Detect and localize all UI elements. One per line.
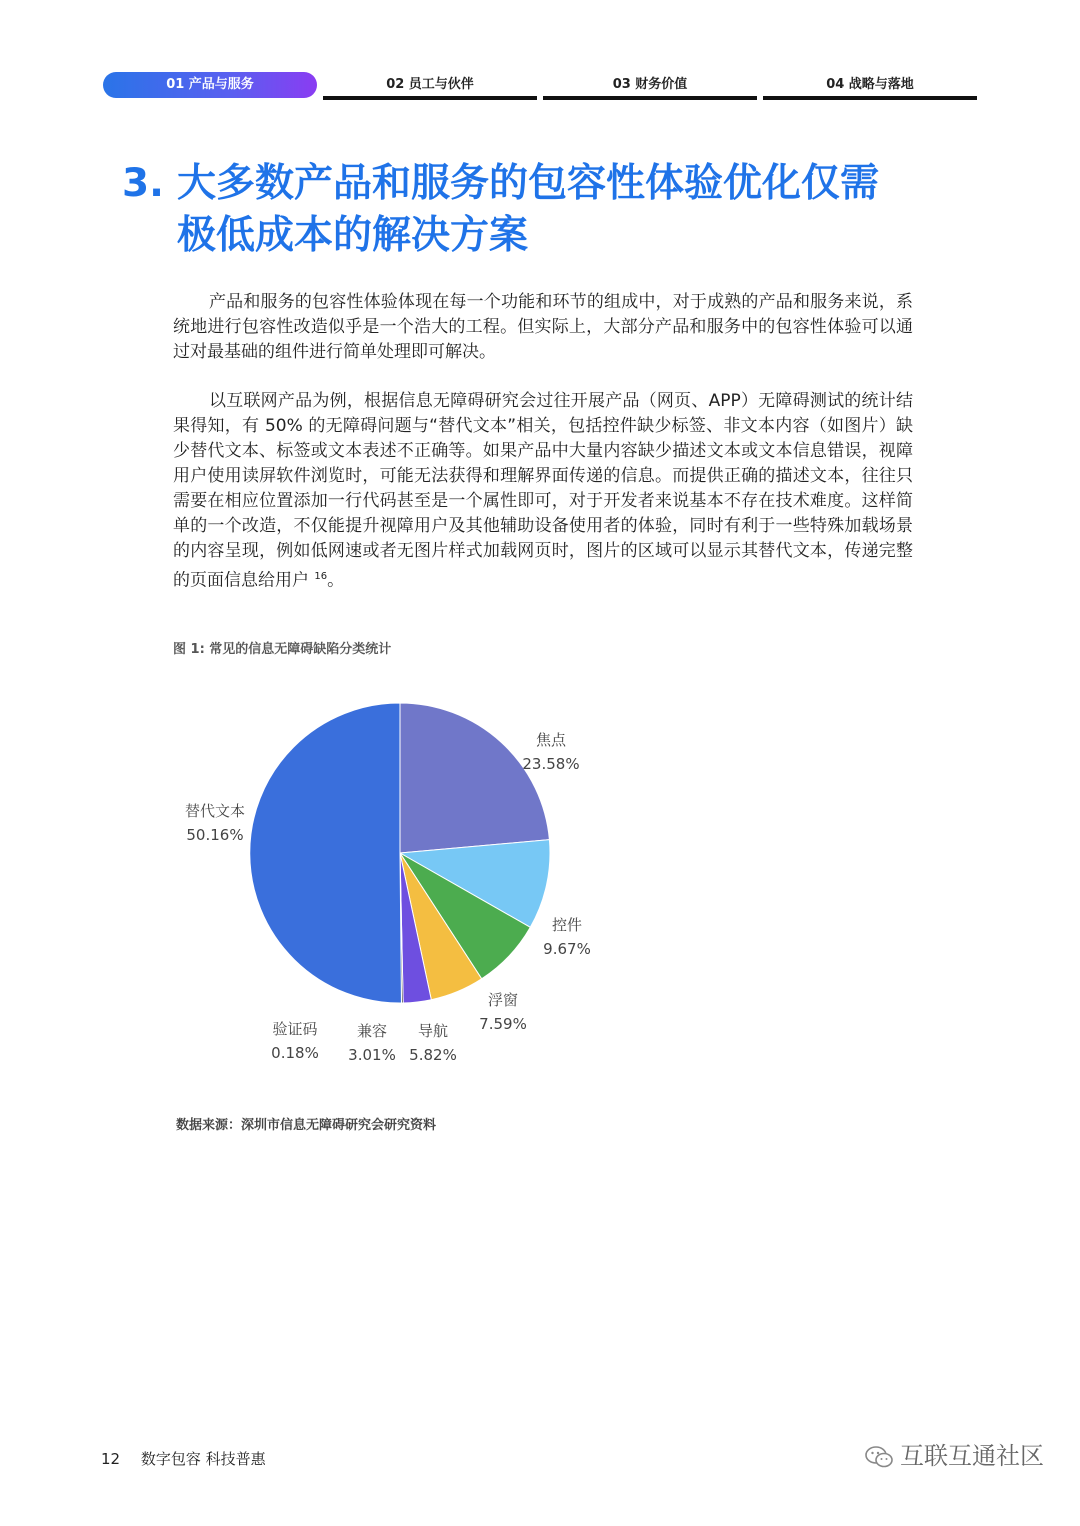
tab-underline [323, 96, 537, 100]
tab-products-services[interactable]: 01 产品与服务 [103, 72, 317, 98]
slice-value-0: 23.58% [522, 755, 580, 773]
heading-line-1 [122, 158, 922, 210]
page-footer [101, 1448, 266, 1469]
slice-label-0: 焦点 [535, 731, 567, 749]
section-tabs [103, 72, 977, 100]
slice-label-3: 导航 [417, 1022, 449, 1040]
tab-underline [763, 96, 977, 100]
tab-financial-value[interactable] [543, 72, 757, 100]
pie-slice-6 [250, 703, 402, 1003]
body-paragraph-1: 产品和服务的包容性体验体现在每一个功能和环节的组成中，对于成熟的产品和服务来说，系统地进行包容性改造似乎是一个浩大的工程。但实际上，大部分产品和服务中的包容性体验可以通过对最基础的组件进行简单处理即可解决。 [173, 292, 913, 362]
pie-chart [173, 680, 643, 1090]
data-source: 数据来源：深圳市信息无障碍研究会研究资料 [176, 1118, 437, 1133]
slice-label-6: 替代文本 [184, 802, 246, 820]
wechat-icon [864, 1444, 894, 1470]
tab-strategy[interactable] [763, 72, 977, 100]
pie-slice-0 [400, 703, 549, 853]
tab-label: 02 员工与伙伴 [386, 77, 474, 92]
pie-slices [250, 703, 550, 1003]
brand-name: 互联互通社区 [900, 1442, 1044, 1470]
slice-value-4: 3.01% [348, 1046, 396, 1064]
slice-label-2: 浮窗 [487, 991, 519, 1009]
paragraph-end: 。 [327, 570, 345, 591]
document-title: 数字包容 科技普惠 [140, 1450, 266, 1468]
slice-label-5: 验证码 [272, 1020, 318, 1038]
heading-line-2: 极低成本的解决方案 [177, 213, 529, 258]
brand-watermark [864, 1436, 1044, 1471]
slice-value-1: 9.67% [543, 940, 591, 958]
slice-value-6: 50.16% [186, 826, 244, 844]
footnote-ref[interactable]: 16 [314, 571, 328, 582]
slice-value-3: 5.82% [409, 1046, 457, 1064]
section-number: 3. [122, 161, 164, 206]
slice-label-4: 兼容 [356, 1022, 388, 1040]
paragraph-text: 以互联网产品为例，根据信息无障碍研究会过往开展产品（网页、APP）无障碍测试的统计结果得知，有 50% 的无障碍问题与“替代文本”相关，包括控件缺少标签、非文本内容（如图片）缺少替代文本、标签或文本表述不正确等。如果产品中大量内容缺少描述文本或文本信息错误，视障用户使用读屏软件浏览时，可能无法获得和理解界面传递的信息。而提供正确的描述文本，往往只需要在相应位置添加一行代码甚至是一个属性即可，对于开发者来说基本不存在技术难度。这样简单的一个改造，不仅能提升视障用户及其他辅助设备使用者的体验，同时有利于一些特殊加载场景的内容呈现，例如低网速或者无图片样式加载网页时，图片的区域可以显示其替代文本，传递完整的页面信息给用户 [173, 391, 913, 591]
tab-underline [543, 96, 757, 100]
slice-value-2: 7.59% [479, 1015, 527, 1033]
page-number: 12 [101, 1450, 121, 1468]
slice-label-1: 控件 [551, 916, 583, 934]
tab-label: 04 战略与落地 [826, 77, 914, 92]
slice-value-5: 0.18% [271, 1044, 319, 1062]
body-paragraph-2 [173, 389, 913, 594]
section-heading [122, 158, 922, 262]
tab-staff-partners[interactable] [323, 72, 537, 100]
figure-caption: 图 1: 常见的信息无障碍缺陷分类统计 [173, 642, 392, 657]
tab-label: 03 财务价值 [612, 77, 688, 92]
heading-text-1: 大多数产品和服务的包容性体验优化仅需 [177, 161, 880, 206]
